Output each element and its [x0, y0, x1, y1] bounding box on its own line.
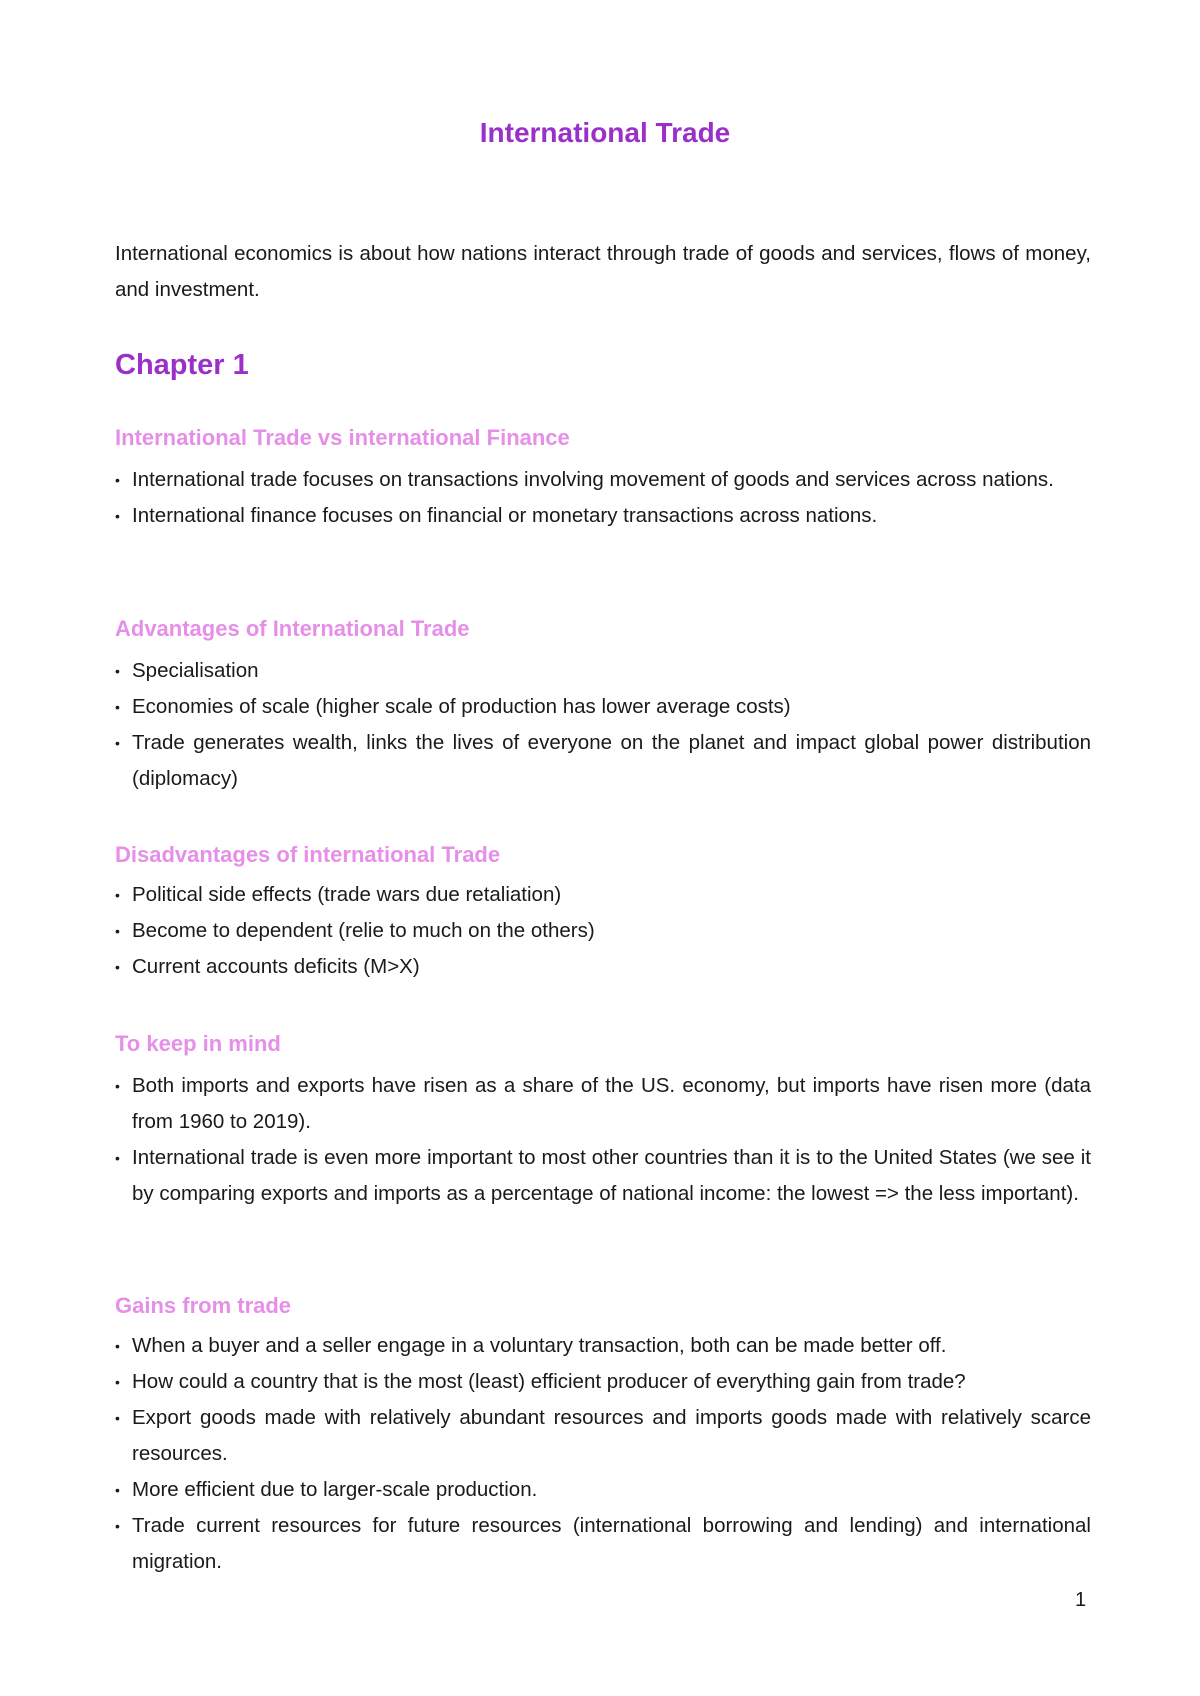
list-item: • Become to dependent (relie to much on the others)	[115, 913, 1091, 949]
section-heading-trade-vs-finance: International Trade vs international Finance	[115, 425, 570, 450]
list-item: • More efficient due to larger-scale production.	[115, 1472, 1091, 1508]
intro-paragraph: International economics is about how nations interact through trade of goods and services, flows of money, and investment.	[115, 242, 1091, 301]
section-heading-gains-from-trade: Gains from trade	[115, 1293, 292, 1318]
chapter-heading: Chapter 1	[115, 349, 249, 381]
bullet-icon: •	[115, 1338, 120, 1354]
section-heading-keep-in-mind: To keep in mind	[115, 1031, 281, 1056]
bullet-icon: •	[115, 1518, 120, 1534]
list-item: • International trade focuses on transactions involving movement of goods and services across nations.	[115, 462, 1091, 498]
section-heading-disadvantages: Disadvantages of international Trade	[115, 842, 501, 867]
bullet-icon: •	[115, 508, 120, 524]
section-list-keep-in-mind	[115, 1068, 1091, 1212]
section-list-trade-vs-finance	[115, 462, 1091, 534]
bullet-icon: •	[115, 1078, 120, 1094]
list-item: • Both imports and exports have risen as a share of the US. economy, but imports have risen more (data from 1960 to 2019).	[115, 1068, 1091, 1140]
bullet-icon: •	[115, 663, 120, 679]
list-item: • International trade is even more important to most other countries than it is to the United States (we see it by comparing exports and imports as a percentage of national income: the lowest => the less important).	[115, 1140, 1091, 1212]
bullet-icon: •	[115, 699, 120, 715]
document-title: International Trade	[479, 117, 731, 148]
list-item: • International finance focuses on financial or monetary transactions across nations.	[115, 498, 1091, 534]
bullet-icon: •	[115, 959, 120, 975]
list-item: • Export goods made with relatively abundant resources and imports goods made with relatively scarce resources.	[115, 1400, 1091, 1472]
bullet-icon: •	[115, 735, 120, 751]
section-list-disadvantages	[115, 877, 1091, 985]
list-item: • How could a country that is the most (least) efficient producer of everything gain from trade?	[115, 1364, 1091, 1400]
section-list-gains-from-trade	[115, 1328, 1091, 1580]
bullet-icon: •	[115, 472, 120, 488]
section-list-advantages	[115, 653, 1091, 797]
list-item: • Trade current resources for future resources (international borrowing and lending) and international migration.	[115, 1508, 1091, 1580]
list-item: • Economies of scale (higher scale of production has lower average costs)	[115, 689, 1091, 725]
page-number: 1	[1075, 1589, 1087, 1611]
bullet-icon: •	[115, 887, 120, 903]
section-heading-advantages: Advantages of International Trade	[115, 616, 470, 641]
bullet-icon: •	[115, 1410, 120, 1426]
bullet-icon: •	[115, 923, 120, 939]
bullet-icon: •	[115, 1150, 120, 1166]
list-item: • Trade generates wealth, links the lives of everyone on the planet and impact global power distribution (diplomacy)	[115, 725, 1091, 797]
bullet-icon: •	[115, 1482, 120, 1498]
bullet-icon: •	[115, 1374, 120, 1390]
list-item: • When a buyer and a seller engage in a voluntary transaction, both can be made better off.	[115, 1328, 1091, 1364]
list-item: • Specialisation	[115, 653, 1091, 689]
list-item: • Political side effects (trade wars due retaliation)	[115, 877, 1091, 913]
list-item: • Current accounts deficits (M>X)	[115, 949, 1091, 985]
